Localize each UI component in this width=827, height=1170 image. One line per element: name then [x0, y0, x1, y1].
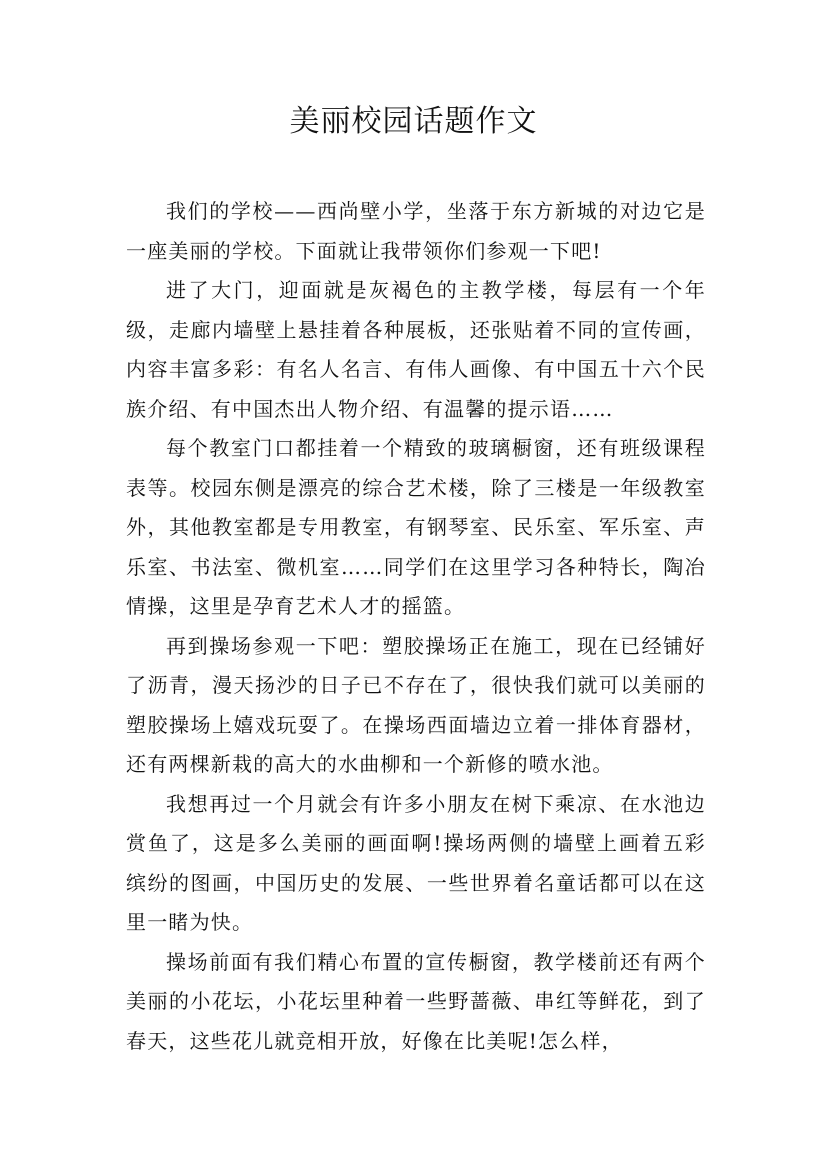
paragraph-3: 每个教室门口都挂着一个精致的玻璃橱窗，还有班级课程表等。校园东侧是漂亮的综合艺术楼，除了三楼是一年级教室外，其他教室都是专用教室，有钢琴室、民乐室、军乐室、声乐室、书法室、微机室……同学们在这里学习各种特长，陶冶情操，这里是孕育艺术人才的摇篮。: [126, 436, 706, 618]
paragraph-2: 进了大门，迎面就是灰褐色的主教学楼，每层有一个年级，走廊内墙壁上悬挂着各种展板，还张贴着不同的宣传画，内容丰富多彩：有名人名言、有伟人画像、有中国五十六个民族介绍、有中国杰出人物介绍、有温馨的提示语……: [126, 278, 706, 421]
document-title: 美丽校园话题作文: [289, 104, 538, 139]
paragraph-6: 操场前面有我们精心布置的宣传橱窗，教学楼前还有两个美丽的小花坛，小花坛里种着一些野蔷薇、串红等鲜花，到了春天，这些花儿就竞相开放，好像在比美呢!怎么样，: [126, 949, 706, 1053]
paragraph-5: 我想再过一个月就会有许多小朋友在树下乘凉、在水池边赏鱼了，这是多么美丽的画面啊!操场两侧的墙壁上画着五彩缤纷的图画，中国历史的发展、一些世界着名童话都可以在这里一睹为快。: [126, 791, 706, 934]
paragraph-4: 再到操场参观一下吧：塑胶操场正在施工，现在已经铺好了沥青，漫天扬沙的日子已不存在了，很快我们就可以美丽的塑胶操场上嬉戏玩耍了。在操场西面墙边立着一排体育器材，还有两棵新栽的高大的水曲柳和一个新修的喷水池。: [126, 633, 706, 776]
paragraph-1: 我们的学校——西尚壁小学，坐落于东方新城的对边它是一座美丽的学校。下面就让我带领你们参观一下吧!: [126, 199, 706, 263]
document-body: [126, 192, 706, 1061]
